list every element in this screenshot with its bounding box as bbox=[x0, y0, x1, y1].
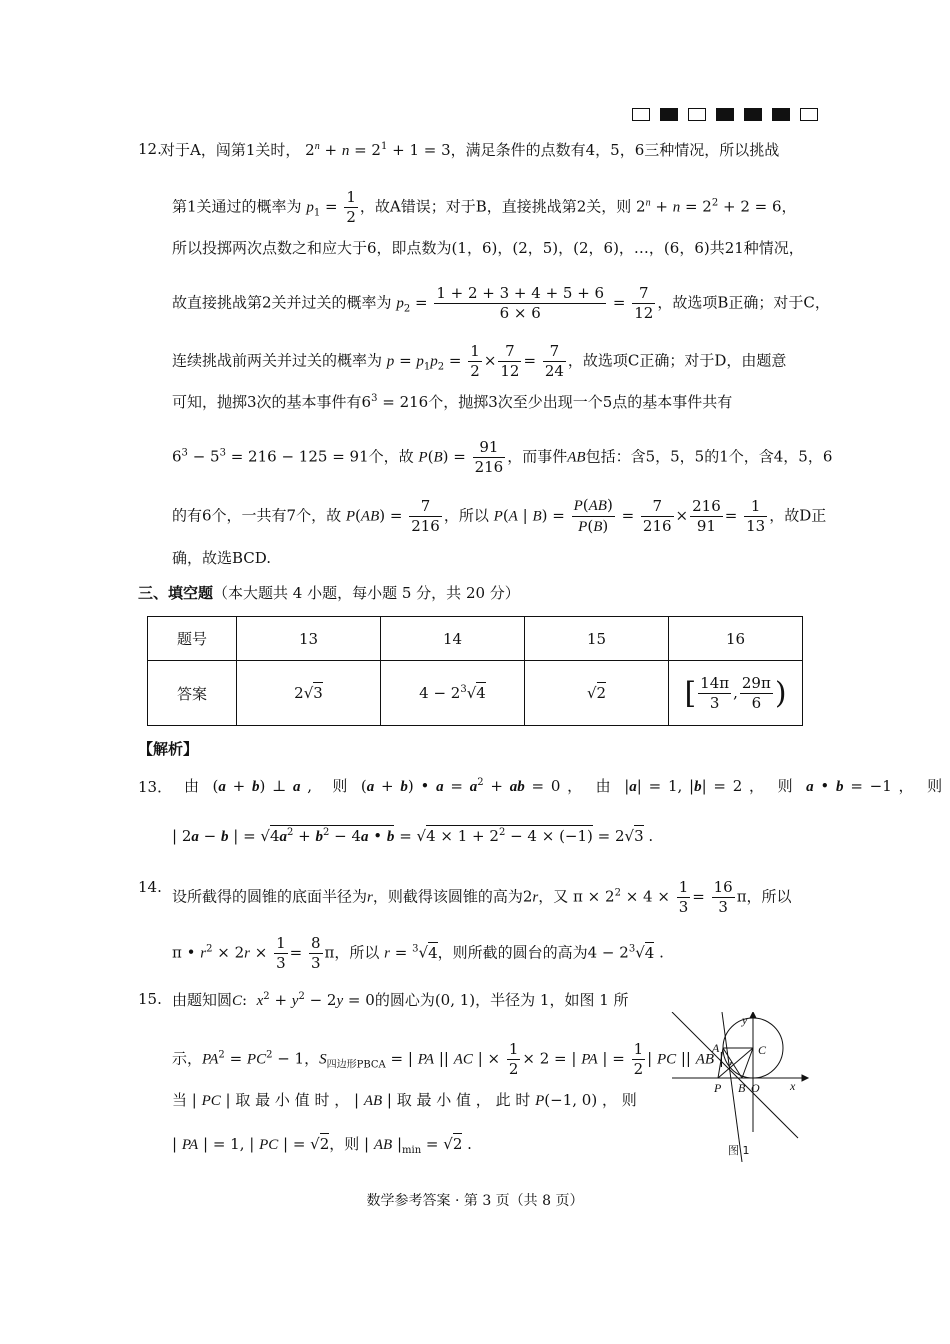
segment-ab bbox=[723, 1048, 742, 1078]
text: (1，6)，(2，5)，(2，6)，…，(6，6) bbox=[451, 239, 710, 257]
text: 个，抛掷3次至少出现一个5点的基本事件共有 bbox=[428, 393, 733, 411]
fraction-top: 14π bbox=[700, 673, 730, 692]
text: 故直接挑战第2关并过关的概率为 bbox=[172, 293, 392, 312]
text: ，故选项B正确；对于C， bbox=[657, 293, 830, 312]
q15-line4: | PA | = 1, | PC | = √2，则 | AB $|_{min} = √2$ . bbox=[172, 1135, 472, 1156]
text: 当 bbox=[172, 1091, 188, 1109]
mark-square bbox=[772, 108, 790, 121]
q12-line3 bbox=[172, 238, 816, 258]
tangent-line bbox=[672, 1012, 798, 1138]
fraction-bottom: 3 bbox=[709, 693, 720, 712]
text: 所以投掷两次点数之和应大于6，即点数为 bbox=[172, 239, 452, 257]
text: ，所以 bbox=[443, 506, 489, 525]
question-number: 13 bbox=[237, 617, 381, 661]
text: 设所截得的圆锥的底面半径为 bbox=[172, 887, 368, 906]
mark-square bbox=[632, 108, 650, 121]
q15-line3: 当 | PC | 取 最 小 值 时 ， | AB | 取 最 小 值 ， 此 时 P(−1, 0) ， 则 bbox=[172, 1091, 637, 1109]
text: 示， bbox=[172, 1049, 203, 1068]
header-marks bbox=[622, 104, 818, 122]
q12-line4: 故直接挑战第2关并过关的概率为 $p_2$ = $\frac{1 + 2 + 3 + 4 + 5 + 6}{6 \times 6}$ = $\frac{7}{12}$ ，故选项B正确；对于C， bbox=[172, 284, 830, 322]
q13-number: 13． bbox=[138, 778, 173, 796]
analysis-heading: 【解析】 bbox=[138, 740, 199, 758]
section-note: （本大题共 4 小题，每小题 5 分，共 20 分） bbox=[213, 584, 520, 602]
text: 由题知圆 bbox=[172, 991, 233, 1009]
label-o: O bbox=[751, 1081, 760, 1095]
text: 由 bbox=[595, 777, 611, 795]
q15-number: 15. bbox=[138, 990, 162, 1008]
section-title bbox=[138, 582, 520, 603]
q15-line1: 由题知圆C: $x^2 + y^2 - 2y = 0$的圆心为(0, 1)，半径为 1，如图 1 所 bbox=[172, 991, 629, 1009]
text: 可知，抛掷3次的基本事件有 bbox=[172, 393, 362, 411]
text: ， 则 bbox=[601, 1091, 637, 1109]
text: 则 bbox=[777, 777, 793, 795]
text: ，则截得该圆锥的高为 bbox=[372, 887, 523, 906]
root-index: 3 bbox=[460, 684, 467, 695]
text: 的有6个，一共有7个，故 bbox=[172, 506, 342, 525]
radicand: 4 bbox=[476, 684, 486, 702]
q14-line1: 设所截得的圆锥的底面半径为r，则截得该圆锥的高为2r，又 $\pi \times 2^2 \times 4$ × $\frac{1}{3}$ = $\frac{16}{3}$ π，所以 bbox=[172, 878, 792, 916]
mark-square bbox=[716, 108, 734, 121]
label-a: A bbox=[712, 1041, 720, 1055]
text: 4 − 2 bbox=[419, 684, 461, 702]
question-number: 15 bbox=[525, 617, 669, 661]
text: 共21种情况， bbox=[709, 239, 804, 257]
radicand: 3 bbox=[313, 684, 323, 702]
q12-line8: 的有6个，一共有7个，故 P(AB) = $\frac{7}{216}$ ，所以 P(A | B) = $\frac{P(AB)}{P(B)}$ = $\frac{7}{216}$ × $\frac{216}{91}$ = $\frac{1}{13}$ ，故D正 bbox=[172, 496, 827, 535]
fraction-top: 29π bbox=[741, 673, 771, 692]
row-label: 答案 bbox=[148, 661, 237, 726]
text: ，则 bbox=[329, 1135, 360, 1153]
text: 则 bbox=[927, 777, 943, 795]
text: ，故选项C正确；对于D，由题意 bbox=[567, 351, 787, 370]
label-c: C bbox=[758, 1043, 767, 1057]
question-number: 14 bbox=[381, 617, 525, 661]
figure-1 bbox=[666, 1012, 816, 1162]
text: 的圆心为(0, 1)，半径为 1，如图 1 所 bbox=[374, 991, 629, 1009]
text: ，所以 bbox=[334, 943, 380, 962]
q12-line7: $6^3 - 5^3 = 216 - 125 = 91$个，故 P(B) = $\frac{91}{216}$ ，而事件AB包括：含5，5，5的1个，含4，5，6 bbox=[172, 438, 833, 476]
y-arrow-icon bbox=[750, 1012, 756, 1018]
text: ，故A错误；对于B，直接挑战第2关，则 bbox=[359, 197, 632, 216]
answer-table bbox=[147, 616, 803, 726]
text: 对于A，闯第1关时， bbox=[160, 141, 301, 159]
answer-14: $4 - 2^3√4$ bbox=[381, 661, 525, 726]
answer-13: 2√3 bbox=[237, 661, 381, 726]
text: 连续挑战前两关并过关的概率为 bbox=[172, 351, 383, 370]
text: 由 bbox=[184, 777, 200, 795]
q15-line2: 示，$PA^2 = PC^2 - 1$，$S_{四边形PBCA}$ = | PA || AC | × $\frac{1}{2}$ × 2 = | PA | = $\frac{1}{2}$ | PC || AB | , bbox=[172, 1040, 734, 1078]
row-label: 题号 bbox=[148, 617, 237, 661]
q14-line2: π • $r^2 \times 2r$ × $\frac{1}{3}$ = $\frac{8}{3}$ π，所以 r = $^3$√4，则所截的圆台的高为$4 - 2^3√4$ . bbox=[172, 934, 664, 972]
mark-square bbox=[744, 108, 762, 121]
radicand: 2 bbox=[596, 684, 607, 702]
fraction-top: 1 + 2 + 3 + 4 + 5 + 6 bbox=[436, 284, 605, 302]
x-arrow-icon bbox=[802, 1075, 808, 1081]
q13-line2: | 2a − b | = $√4a^2 + b^2 - 4a$ • $b = √4 \times 1 + 2^2 - 4 \times (-1) = 2√3$ . bbox=[172, 827, 654, 845]
q12-line9: 确，故选BCD. bbox=[172, 549, 272, 567]
figure-caption: 图 1 bbox=[728, 1144, 750, 1157]
q12-line5: 连续挑战前两关并过关的概率为 $p = p_1p_2$ = $\frac{1}{2}$ × $\frac{7}{12}$ = $\frac{7}{24}$ ，故选项C正确；对于D，由题意 bbox=[172, 342, 787, 380]
text: 取 最 小 值 时 ， bbox=[235, 1091, 350, 1109]
q14-number: 14. bbox=[138, 878, 162, 896]
text: 取 最 小 值 ， 此 时 bbox=[396, 1091, 531, 1109]
page-footer: 数学参考答案 · 第 3 页（共 8 页） bbox=[366, 1193, 584, 1209]
fraction-bottom: 6 × 6 bbox=[499, 304, 541, 322]
q12-number: 12. bbox=[138, 140, 162, 158]
q12-line1: 对于A，闯第1关时， $2^n + n = 2^1 + 1 = 3$，满足条件的点数有4，5，6三种情况，所以挑战 bbox=[160, 141, 780, 159]
subscript: 四边形PBCA bbox=[326, 1059, 386, 1071]
text: 包括：含5，5，5的1个，含4，5，6 bbox=[585, 447, 833, 466]
label-y: y bbox=[742, 1013, 748, 1027]
text: ，故D正 bbox=[769, 506, 827, 525]
text: 个，故 bbox=[368, 447, 414, 466]
text: 第1关通过的概率为 bbox=[172, 197, 302, 216]
mark-square bbox=[660, 108, 678, 121]
label-p: P bbox=[714, 1081, 722, 1095]
text: 2 bbox=[294, 684, 304, 702]
label-x: x bbox=[790, 1079, 796, 1093]
answer-16: [ $\frac{14\pi}{3}$ , $\frac{29\pi}{6}$ ) bbox=[669, 661, 803, 726]
text: ，满足条件的点数有4，5，6三种情况，所以挑战 bbox=[450, 141, 780, 159]
q12-line6: 可知，抛掷3次的基本事件有$6^3 = 216$个，抛掷3次至少出现一个5点的基本事件共有 bbox=[172, 393, 733, 411]
section-heading: 三、填空题 bbox=[138, 584, 214, 602]
q13-line1: 由 (a + b) ⊥ a , 则 (a + b) • $a = a^2$ + ab = 0 ， 由 |a| = 1, |b| = 2 ， 则 a • b = −1 ， 则 bbox=[184, 777, 943, 795]
q12-line2: 第1关通过的概率为 $p_1$ = $\frac{1}{2}$ ，故A错误；对于B，直接挑战第2关，则 $2^n + n = 2^2 + 2 = 6$， bbox=[172, 188, 797, 226]
answer-15: √2 bbox=[525, 661, 669, 726]
mark-square bbox=[688, 108, 706, 121]
text: ，又 bbox=[538, 887, 569, 906]
text: 则 bbox=[332, 777, 348, 795]
text: ，则所截的圆台的高为 bbox=[437, 943, 588, 962]
text: ，而事件 bbox=[507, 447, 568, 466]
label-b: B bbox=[738, 1081, 746, 1095]
fraction-bottom: 6 bbox=[751, 693, 762, 712]
question-number: 16 bbox=[669, 617, 803, 661]
text: ，所以 bbox=[746, 887, 792, 906]
mark-square bbox=[800, 108, 818, 121]
